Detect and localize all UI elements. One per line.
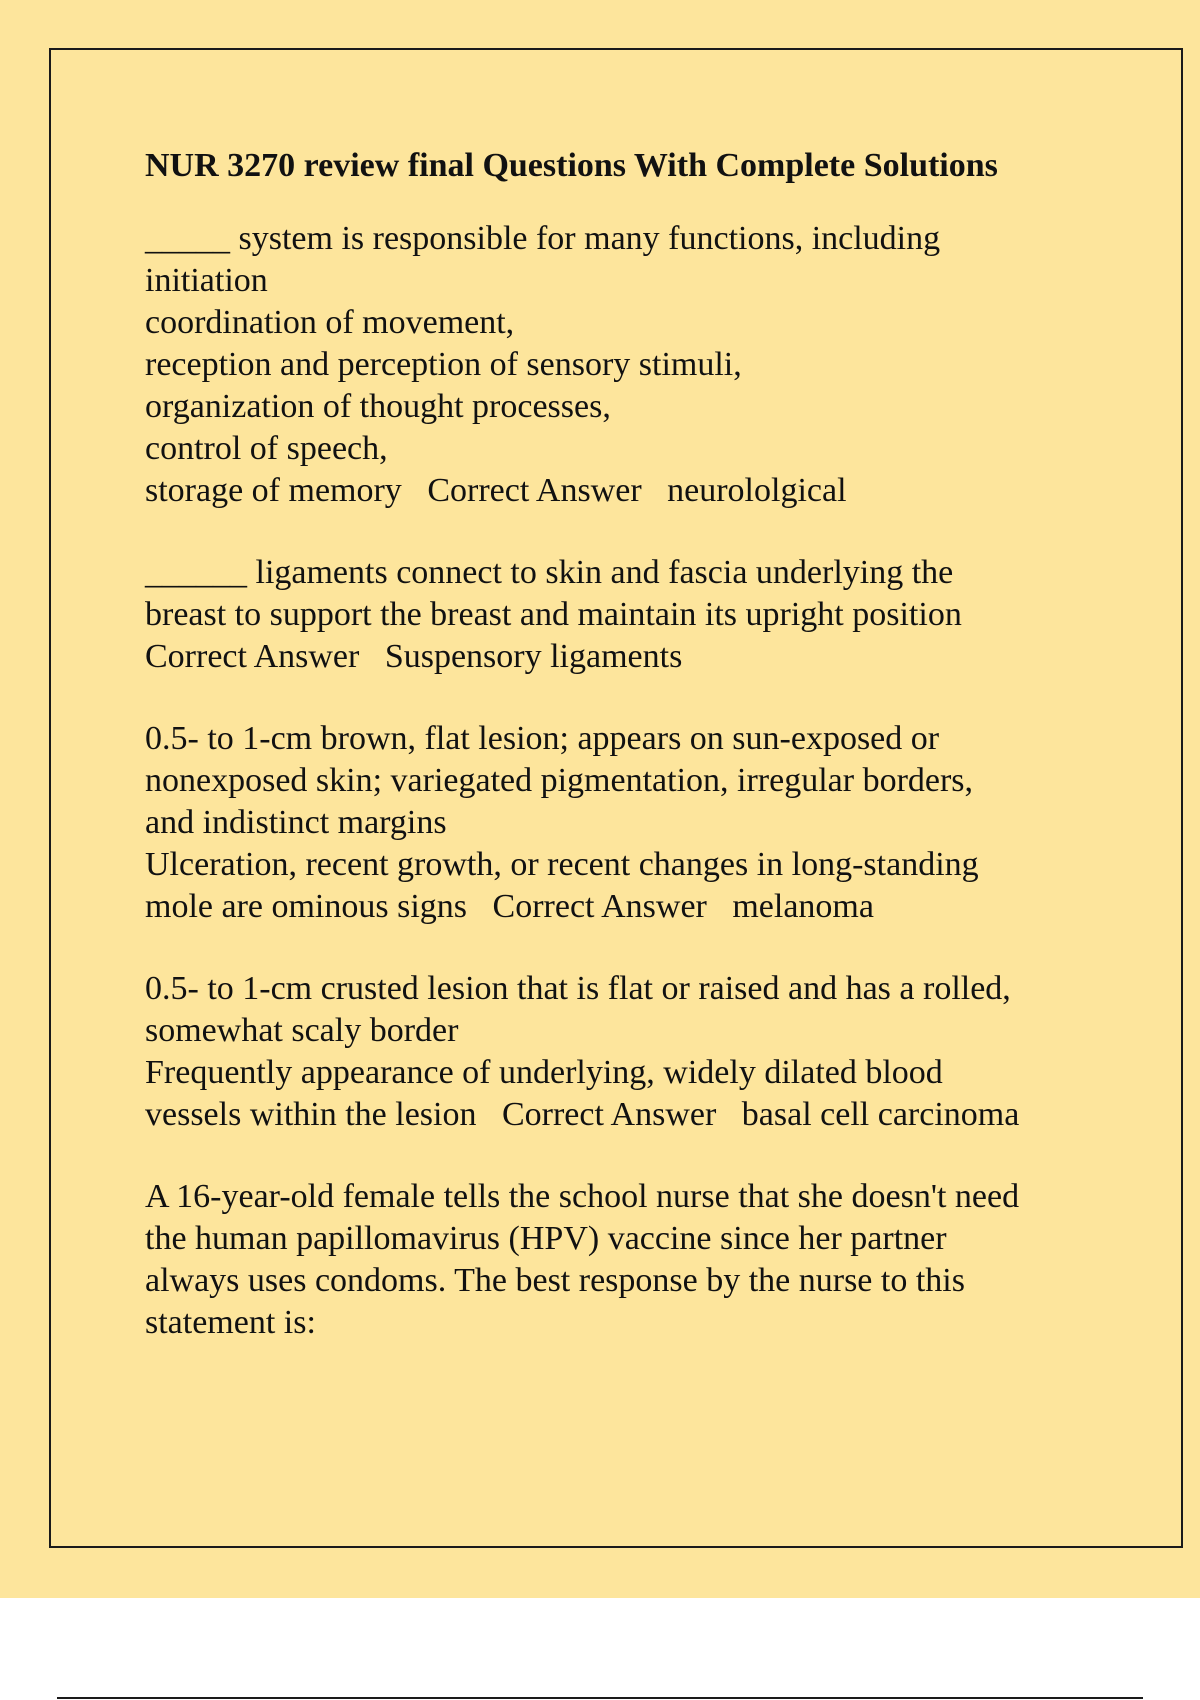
question-line: reception and perception of sensory stimuli,	[145, 346, 742, 383]
question-line: _____ system is responsible for many functions, including	[145, 220, 941, 257]
question-line: always uses condoms. The best response by the nurse to this	[145, 1262, 965, 1299]
question-line: and indistinct margins	[145, 804, 447, 841]
answer-text: neurololgical	[667, 472, 847, 509]
question-line: nonexposed skin; variegated pigmentation, irregular borders,	[145, 762, 974, 799]
answer-text: Suspensory ligaments	[384, 638, 683, 675]
document-title: NUR 3270 review final Questions With Complete Solutions	[145, 147, 998, 184]
correct-answer-label: Correct Answer	[145, 638, 360, 675]
question-line: ______ ligaments connect to skin and fascia underlying the	[145, 554, 954, 591]
question-line: control of speech,	[145, 430, 388, 467]
question-line: Ulceration, recent growth, or recent changes in long-standing	[145, 846, 979, 883]
question-answer-line	[145, 636, 1145, 678]
answer-text: basal cell carcinoma	[741, 1096, 1020, 1133]
question-line: statement is:	[145, 1304, 316, 1341]
correct-answer-label: Correct Answer	[427, 472, 642, 509]
question-line: mole are ominous signs	[145, 888, 468, 925]
question-line: the human papillomavirus (HPV) vaccine since her partner	[145, 1220, 947, 1257]
question-answer-line	[145, 886, 1145, 928]
question-line: breast to support the breast and maintain its upright position	[145, 596, 962, 633]
question-line: Frequently appearance of underlying, widely dilated blood	[145, 1054, 943, 1091]
question-line: 0.5- to 1-cm crusted lesion that is flat or raised and has a rolled,	[145, 970, 1011, 1007]
question-line: organization of thought processes,	[145, 388, 611, 425]
qa-item	[145, 718, 1145, 928]
qa-item	[145, 218, 1145, 512]
footer-rule	[57, 1697, 1143, 1699]
answer-text: melanoma	[732, 888, 874, 925]
qa-item	[145, 968, 1145, 1136]
question-line: A 16-year-old female tells the school nurse that she doesn't need	[145, 1178, 1020, 1215]
question-line: 0.5- to 1-cm brown, flat lesion; appears on sun-exposed or	[145, 720, 940, 757]
question-line: somewhat scaly border	[145, 1012, 459, 1049]
correct-answer-label: Correct Answer	[492, 888, 707, 925]
question-answer-line	[145, 470, 1145, 512]
qa-item	[145, 552, 1145, 678]
question-line: coordination of movement,	[145, 304, 515, 341]
correct-answer-label: Correct Answer	[501, 1096, 717, 1133]
document-content	[145, 142, 1145, 1384]
question-line: initiation	[145, 262, 268, 299]
question-answer-line	[145, 1094, 1145, 1136]
question-line: vessels within the lesion	[145, 1096, 477, 1133]
question-line: storage of memory	[145, 472, 402, 509]
final-question	[145, 1176, 1145, 1344]
